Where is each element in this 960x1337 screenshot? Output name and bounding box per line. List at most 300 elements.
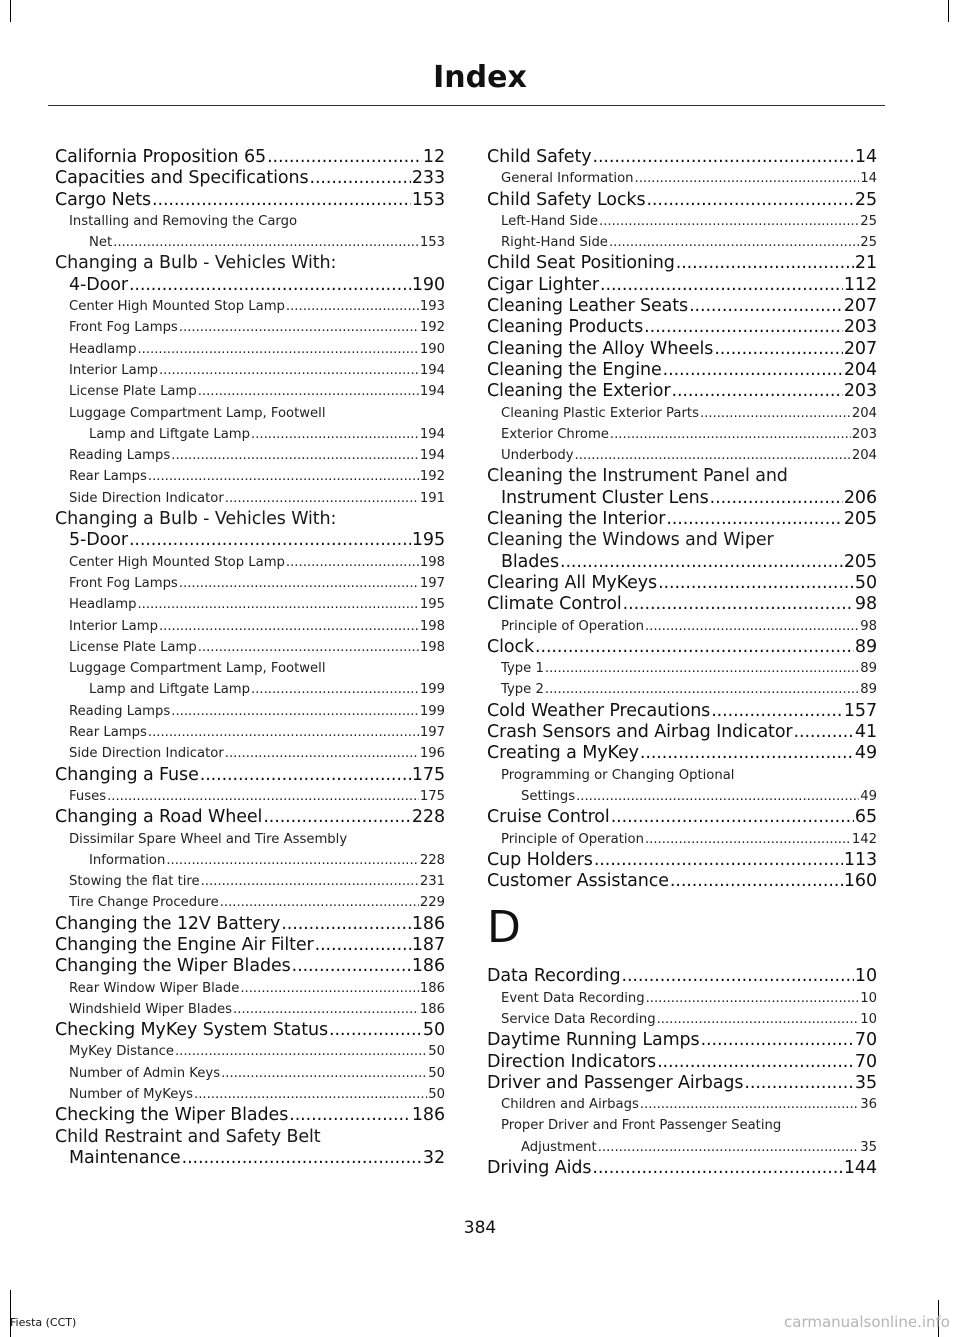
index-subentry[interactable] xyxy=(487,786,877,807)
page-reference: 204 xyxy=(851,405,877,421)
dot-leader xyxy=(646,988,860,1009)
index-subentry[interactable] xyxy=(55,892,445,913)
entry-label: Instrument Cluster Lens xyxy=(501,487,709,508)
page-reference: 186 xyxy=(411,956,445,977)
index-subentry[interactable] xyxy=(55,594,445,615)
entry-label: Event Data Recording xyxy=(501,990,645,1006)
page-reference: 207 xyxy=(843,338,877,359)
page-reference: 187 xyxy=(411,934,445,955)
index-entry[interactable] xyxy=(487,552,877,573)
entry-label: Headlamp xyxy=(69,597,137,613)
entry-label: Principle of Operation xyxy=(501,831,644,847)
index-subentry[interactable] xyxy=(55,871,445,892)
index-subentry[interactable] xyxy=(55,999,445,1020)
index-entry[interactable] xyxy=(487,190,877,211)
entry-label: Clearing All MyKeys xyxy=(487,572,658,593)
index-entry[interactable] xyxy=(487,807,877,828)
index-subentry[interactable] xyxy=(487,829,877,850)
dot-leader xyxy=(240,978,418,999)
dot-leader xyxy=(545,658,859,679)
page-reference: 160 xyxy=(843,871,877,892)
page-reference: 198 xyxy=(419,554,445,570)
entry-label: Lamp and Liftgate Lamp xyxy=(89,682,251,698)
index-entry[interactable] xyxy=(487,637,877,658)
page-reference: 204 xyxy=(843,359,877,380)
dot-leader xyxy=(592,147,853,168)
page-reference: 35 xyxy=(860,1139,877,1155)
page-reference: 157 xyxy=(843,700,877,721)
page-reference: 197 xyxy=(419,575,445,591)
index-entry[interactable] xyxy=(55,1020,445,1041)
dot-leader xyxy=(666,509,843,530)
dot-leader xyxy=(623,594,854,615)
index-subentry[interactable] xyxy=(55,1063,445,1084)
entry-label: License Plate Lamp xyxy=(69,384,197,400)
dot-leader xyxy=(701,1030,854,1051)
entry-label: Principle of Operation xyxy=(501,618,644,634)
page-title: Index xyxy=(433,60,527,95)
index-heading-line: Luggage Compartment Lamp, Footwell xyxy=(69,405,326,421)
page-reference: 89 xyxy=(854,636,877,657)
dot-leader xyxy=(609,232,859,253)
entry-label: Cleaning Products xyxy=(487,317,644,338)
dot-leader xyxy=(640,1094,859,1115)
entry-label: Blades xyxy=(501,551,559,572)
page-reference: 192 xyxy=(419,320,445,336)
index-entry[interactable] xyxy=(487,743,877,764)
dot-leader xyxy=(129,275,411,296)
index-entry[interactable] xyxy=(55,190,445,211)
index-subentry[interactable] xyxy=(487,424,877,445)
dot-leader xyxy=(599,211,859,232)
index-entry[interactable] xyxy=(487,147,877,168)
index-subentry[interactable] xyxy=(487,658,877,679)
entry-label: Cruise Control xyxy=(487,807,610,828)
page-reference: 25 xyxy=(854,189,877,210)
index-entry[interactable] xyxy=(487,360,877,381)
dot-leader xyxy=(676,253,854,274)
index-subentry[interactable] xyxy=(487,211,877,232)
index-subentry[interactable] xyxy=(55,232,445,253)
index-entry[interactable] xyxy=(487,339,877,360)
index-subentry[interactable] xyxy=(55,637,445,658)
page-reference: 203 xyxy=(843,381,877,402)
page-reference: 195 xyxy=(411,530,445,551)
header-divider xyxy=(48,105,885,106)
entry-label: Net xyxy=(89,235,113,251)
dot-leader xyxy=(671,381,842,402)
dot-leader xyxy=(600,275,843,296)
index-subentry[interactable] xyxy=(55,488,445,509)
index-entry[interactable] xyxy=(487,850,877,871)
index-entry[interactable] xyxy=(55,765,445,786)
dot-leader xyxy=(714,339,843,360)
dot-leader xyxy=(535,637,854,658)
dot-leader xyxy=(281,914,411,935)
index-heading-line: Installing and Removing the Cargo xyxy=(69,213,298,229)
dot-leader xyxy=(711,701,843,722)
index-entry[interactable] xyxy=(487,488,877,509)
index-entry[interactable] xyxy=(487,381,877,402)
index-subentry[interactable] xyxy=(487,168,877,189)
page-reference: 113 xyxy=(843,849,877,870)
entry-label: Cleaning Plastic Exterior Parts xyxy=(501,405,699,421)
entry-label: Rear Lamps xyxy=(69,469,147,485)
entry-label: Number of MyKeys xyxy=(69,1087,194,1103)
page-reference: 194 xyxy=(419,362,445,378)
index-entry[interactable] xyxy=(487,1052,877,1073)
index-entry[interactable] xyxy=(55,914,445,935)
page-reference: 175 xyxy=(419,788,445,804)
index-entry[interactable] xyxy=(55,275,445,296)
dot-leader xyxy=(635,168,860,189)
entry-label: Cigar Lighter xyxy=(487,274,600,295)
entry-label: 5-Door xyxy=(69,530,128,551)
watermark: carmanualsonline.info xyxy=(784,1313,950,1331)
dot-leader xyxy=(663,360,843,381)
page-reference: 228 xyxy=(419,852,445,868)
dot-leader xyxy=(200,765,411,786)
index-subentry[interactable] xyxy=(55,552,445,573)
index-subentry[interactable] xyxy=(55,317,445,338)
page-reference: 25 xyxy=(860,235,877,251)
entry-label: Headlamp xyxy=(69,341,137,357)
index-subentry[interactable] xyxy=(487,403,877,424)
index-subentry[interactable] xyxy=(55,1084,445,1105)
page-reference: 65 xyxy=(854,807,877,828)
entry-label: Cleaning the Engine xyxy=(487,359,662,380)
dot-leader xyxy=(137,339,418,360)
index-entry[interactable] xyxy=(487,1030,877,1051)
index-subentry[interactable] xyxy=(487,1094,877,1115)
page-reference: 153 xyxy=(419,235,445,251)
entry-label: Right-Hand Side xyxy=(501,235,608,251)
index-subentry[interactable] xyxy=(55,381,445,402)
dot-leader xyxy=(310,168,411,189)
dot-leader xyxy=(179,317,419,338)
page-reference: 191 xyxy=(419,490,445,506)
dot-leader xyxy=(233,999,419,1020)
dot-leader xyxy=(159,360,419,381)
document-label: Fiesta (CCT) xyxy=(10,1316,77,1329)
page-reference: 50 xyxy=(428,1065,445,1081)
page-reference: 198 xyxy=(419,618,445,634)
index-entry[interactable] xyxy=(487,1158,877,1179)
page-reference: 98 xyxy=(860,618,877,634)
dot-leader xyxy=(700,403,851,424)
entry-label: Rear Window Wiper Blade xyxy=(69,980,240,996)
index-entry[interactable] xyxy=(487,509,877,530)
entry-label: Driving Aids xyxy=(487,1158,592,1179)
entry-label: Checking the Wiper Blades xyxy=(55,1105,289,1126)
page-reference: 194 xyxy=(419,384,445,400)
index-entry[interactable] xyxy=(55,935,445,956)
index-entry[interactable] xyxy=(487,1073,877,1094)
index-entry[interactable] xyxy=(487,701,877,722)
page-reference: 12 xyxy=(422,147,445,167)
dot-leader xyxy=(292,956,411,977)
dot-leader xyxy=(225,488,419,509)
page-reference: 231 xyxy=(419,874,445,890)
dot-leader xyxy=(286,552,419,573)
index-subentry[interactable] xyxy=(55,424,445,445)
page-reference: 190 xyxy=(419,341,445,357)
entry-label: Side Direction Indicator xyxy=(69,746,224,762)
index-subentry[interactable] xyxy=(55,296,445,317)
entry-label: Side Direction Indicator xyxy=(69,490,224,506)
entry-label: Windshield Wiper Blades xyxy=(69,1001,233,1017)
entry-label: Clock xyxy=(487,636,535,657)
page-reference: 186 xyxy=(419,1001,445,1017)
page-reference: 228 xyxy=(411,807,445,828)
entry-label: Child Safety Locks xyxy=(487,189,646,210)
dot-leader xyxy=(657,1009,860,1030)
entry-label: Interior Lamp xyxy=(69,618,158,634)
index-entry[interactable] xyxy=(487,871,877,892)
entry-label: Maintenance xyxy=(69,1147,181,1168)
entry-label: Fuses xyxy=(69,788,107,804)
dot-leader xyxy=(171,701,419,722)
page-reference: 10 xyxy=(854,966,877,987)
page-reference: 199 xyxy=(419,703,445,719)
dot-leader xyxy=(198,381,419,402)
page-reference: 50 xyxy=(428,1044,445,1060)
page-reference: 49 xyxy=(860,788,877,804)
index-subentry[interactable] xyxy=(487,679,877,700)
index-entry[interactable] xyxy=(487,317,877,338)
entry-label: Cleaning the Alloy Wheels xyxy=(487,338,714,359)
index-heading-line: Changing a Bulb - Vehicles With: xyxy=(55,253,337,274)
dot-leader xyxy=(113,232,419,253)
dot-leader xyxy=(137,594,418,615)
index-subentry[interactable] xyxy=(55,360,445,381)
page-reference: 204 xyxy=(851,448,877,464)
index-subentry[interactable] xyxy=(55,466,445,487)
page-reference: 14 xyxy=(854,147,877,167)
entry-label: Customer Assistance xyxy=(487,871,669,892)
index-entry[interactable] xyxy=(55,168,445,189)
index-entry[interactable] xyxy=(487,296,877,317)
entry-label: General Information xyxy=(501,171,634,187)
entry-label: Data Recording xyxy=(487,966,621,987)
entry-label: Lamp and Liftgate Lamp xyxy=(89,426,251,442)
page-reference: 21 xyxy=(854,253,877,274)
page-reference: 32 xyxy=(422,1147,445,1168)
page-reference: 14 xyxy=(860,171,877,187)
index-entry[interactable] xyxy=(487,966,877,987)
page-reference: 89 xyxy=(860,661,877,677)
dot-leader xyxy=(267,147,422,168)
dot-leader xyxy=(644,317,843,338)
index-subentry[interactable] xyxy=(55,850,445,871)
index-entry[interactable] xyxy=(487,594,877,615)
page-reference: 206 xyxy=(843,487,877,508)
entry-label: Stowing the flat tire xyxy=(69,874,200,890)
index-entry[interactable] xyxy=(487,253,877,274)
page-reference: 233 xyxy=(411,168,445,189)
entry-label: Rear Lamps xyxy=(69,725,147,741)
index-column-right xyxy=(487,147,877,1179)
entry-label: Changing a Road Wheel xyxy=(55,807,263,828)
entry-label: Cup Holders xyxy=(487,849,593,870)
index-entry[interactable] xyxy=(55,1148,445,1169)
index-subentry[interactable] xyxy=(487,1009,877,1030)
index-entry[interactable] xyxy=(55,147,445,168)
page-reference: 70 xyxy=(854,1030,877,1051)
entry-label: California Proposition 65 xyxy=(55,147,267,167)
index-heading-line: Luggage Compartment Lamp, Footwell xyxy=(69,661,326,677)
index-entry[interactable] xyxy=(55,530,445,551)
page-reference: 142 xyxy=(851,831,877,847)
dot-leader xyxy=(592,1158,843,1179)
entry-label: Creating a MyKey xyxy=(487,743,639,764)
index-subentry[interactable] xyxy=(55,786,445,807)
dot-leader xyxy=(710,488,843,509)
index-entry[interactable] xyxy=(487,573,877,594)
dot-leader xyxy=(286,296,419,317)
index-subentry[interactable] xyxy=(55,339,445,360)
entry-label: Center High Mounted Stop Lamp xyxy=(69,554,285,570)
entry-label: Crash Sensors and Airbag Indicator xyxy=(487,722,793,743)
entry-label: Left-Hand Side xyxy=(501,213,599,229)
section-letter: D xyxy=(487,902,521,954)
index-subentry[interactable] xyxy=(487,988,877,1009)
page-reference: 186 xyxy=(411,1105,445,1126)
entry-label: Number of Admin Keys xyxy=(69,1065,221,1081)
entry-label: Changing the Wiper Blades xyxy=(55,956,291,977)
index-heading-line: Cleaning the Instrument Panel and xyxy=(487,466,788,487)
page-reference: 144 xyxy=(843,1158,877,1179)
dot-leader xyxy=(201,871,419,892)
entry-label: Child Seat Positioning xyxy=(487,253,675,274)
dot-leader xyxy=(611,807,854,828)
page-reference: 70 xyxy=(854,1051,877,1072)
dot-leader xyxy=(251,679,419,700)
index-subentry[interactable] xyxy=(55,701,445,722)
index-subentry[interactable] xyxy=(55,1041,445,1062)
page-reference: 89 xyxy=(860,682,877,698)
dot-leader xyxy=(575,445,851,466)
index-subentry[interactable] xyxy=(55,743,445,764)
entry-label: Front Fog Lamps xyxy=(69,575,178,591)
page-reference: 195 xyxy=(419,597,445,613)
index-subentry[interactable] xyxy=(55,679,445,700)
page-reference: 50 xyxy=(428,1087,445,1103)
page-reference: 41 xyxy=(854,722,877,743)
entry-label: Service Data Recording xyxy=(501,1011,656,1027)
entry-label: Type 1 xyxy=(501,661,544,677)
dot-leader xyxy=(670,871,843,892)
crop-mark-top-left xyxy=(10,0,11,22)
index-heading-line: Proper Driver and Front Passenger Seating xyxy=(501,1118,782,1134)
dot-leader xyxy=(148,466,419,487)
page-reference: 197 xyxy=(419,725,445,741)
page-reference: 10 xyxy=(860,990,877,1006)
index-heading-line: Dissimilar Spare Wheel and Tire Assembly xyxy=(69,831,348,847)
page-reference: 50 xyxy=(854,572,877,593)
entry-label: Reading Lamps xyxy=(69,448,171,464)
index-entry[interactable] xyxy=(487,275,877,296)
index-subentry[interactable] xyxy=(487,232,877,253)
index-subentry[interactable] xyxy=(55,616,445,637)
index-entry[interactable] xyxy=(487,722,877,743)
dot-leader xyxy=(263,807,411,828)
index-subentry[interactable] xyxy=(55,573,445,594)
dot-leader xyxy=(689,296,843,317)
entry-label: Settings xyxy=(521,788,576,804)
page-reference: 190 xyxy=(411,274,445,295)
index-subentry[interactable] xyxy=(487,616,877,637)
entry-label: Cleaning Leather Seats xyxy=(487,296,689,317)
entry-label: Interior Lamp xyxy=(69,362,158,378)
index-entry[interactable] xyxy=(55,956,445,977)
entry-label: Cargo Nets xyxy=(55,189,152,210)
crop-mark-top-right xyxy=(948,0,949,22)
index-subentry[interactable] xyxy=(55,722,445,743)
index-heading-line: Changing a Bulb - Vehicles With: xyxy=(55,509,337,530)
page-reference: 25 xyxy=(860,213,877,229)
index-column-left xyxy=(55,147,445,1169)
index-subentry[interactable] xyxy=(487,445,877,466)
entry-label: Checking MyKey System Status xyxy=(55,1020,328,1041)
dot-leader xyxy=(221,1063,427,1084)
dot-leader xyxy=(621,966,853,987)
index-entry[interactable] xyxy=(55,807,445,828)
page-reference: 175 xyxy=(411,764,445,785)
index-subentry[interactable] xyxy=(487,1137,877,1158)
entry-label: 4-Door xyxy=(69,274,128,295)
page-reference: 193 xyxy=(419,299,445,315)
entry-label: Cleaning the Interior xyxy=(487,509,666,530)
page-reference: 10 xyxy=(860,1011,877,1027)
index-subentry[interactable] xyxy=(55,445,445,466)
dot-leader xyxy=(645,616,859,637)
entry-label: Underbody xyxy=(501,448,574,464)
entry-label: Direction Indicators xyxy=(487,1051,657,1072)
index-entry[interactable] xyxy=(55,1105,445,1126)
entry-label: Type 2 xyxy=(501,682,544,698)
page-reference: 205 xyxy=(843,509,877,530)
index-heading-line: Cleaning the Windows and Wiper xyxy=(487,530,774,551)
dot-leader xyxy=(152,190,411,211)
dot-leader xyxy=(148,722,419,743)
entry-label: Cold Weather Precautions xyxy=(487,700,711,721)
dot-leader xyxy=(315,935,411,956)
page-reference: 199 xyxy=(419,682,445,698)
dot-leader xyxy=(220,892,419,913)
page-reference: 207 xyxy=(843,296,877,317)
dot-leader xyxy=(166,850,418,871)
dot-leader xyxy=(171,445,419,466)
page-reference: 229 xyxy=(419,895,445,911)
page-reference: 186 xyxy=(411,913,445,934)
index-subentry[interactable] xyxy=(55,978,445,999)
entry-label: Capacities and Specifications xyxy=(55,168,309,189)
page-reference: 50 xyxy=(422,1020,445,1041)
page-reference: 153 xyxy=(411,189,445,210)
entry-label: Center High Mounted Stop Lamp xyxy=(69,299,285,315)
dot-leader xyxy=(610,424,851,445)
page-reference: 194 xyxy=(419,448,445,464)
entry-label: Changing a Fuse xyxy=(55,764,199,785)
page-reference: 186 xyxy=(419,980,445,996)
dot-leader xyxy=(129,530,411,551)
dot-leader xyxy=(175,1041,427,1062)
dot-leader xyxy=(640,743,854,764)
dot-leader xyxy=(560,552,843,573)
dot-leader xyxy=(179,573,419,594)
entry-label: Children and Airbags xyxy=(501,1097,639,1113)
